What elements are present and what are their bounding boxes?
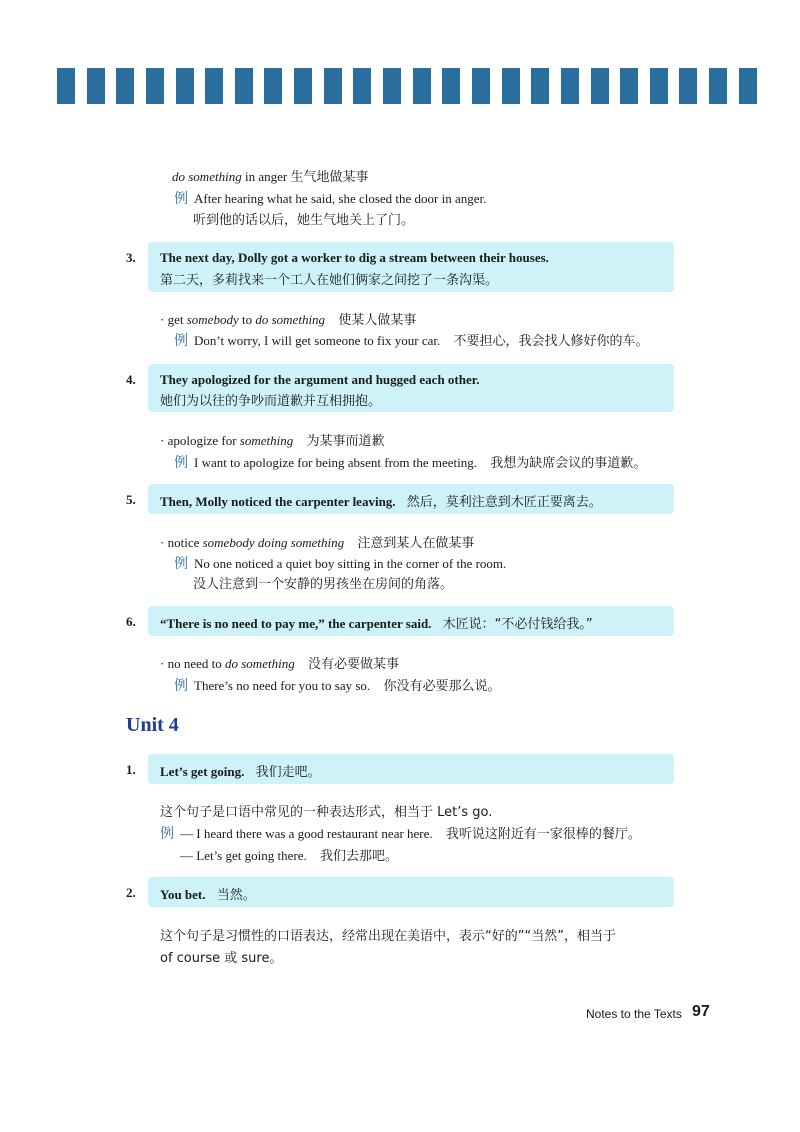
dialog-en: — Let’s get going there. — [180, 848, 307, 863]
phrase-italic: do something — [255, 312, 326, 327]
stripe — [146, 68, 164, 104]
dialog-cn: 我听说这附近有一家很棒的餐厅。 — [445, 827, 641, 842]
sentence-cn: 然后，莫利注意到木匠正要离去。 — [406, 495, 602, 510]
stripe — [205, 68, 223, 104]
example-cn: 听到他的话以后，她生气地关上了门。 — [193, 213, 415, 228]
example-en: No one noticed a quiet boy sitting in the corner of the room. — [194, 556, 507, 571]
example-line — [174, 675, 500, 695]
example-icon: 例 — [174, 455, 188, 471]
stripe — [502, 68, 520, 104]
phrase-line — [160, 532, 474, 551]
sentence-cn: 木匠说：“不必付钱给我。” — [442, 617, 593, 632]
stripe — [709, 68, 727, 104]
stripe — [176, 68, 194, 104]
sentence-en: “There is no need to pay me,” the carpenter said. — [160, 616, 432, 631]
note-text: 这个句子是习惯性的口语表达，经常出现在美语中，表示“好的”“当然”，相当于 — [160, 929, 616, 944]
phrase-italic: somebody — [186, 312, 239, 327]
sentence-en: Let’s get going. — [160, 764, 245, 779]
stripe — [650, 68, 668, 104]
example-icon: 例 — [174, 333, 188, 349]
footer-title: Notes to the Texts — [586, 1007, 682, 1021]
item-number: 1. — [126, 762, 136, 777]
example-cn: 我想为缺席会议的事道歉。 — [490, 456, 647, 471]
bullet: · — [160, 312, 165, 327]
page-number: 97 — [692, 1003, 710, 1020]
stripe — [87, 68, 105, 104]
phrase-cn: 没有必要做某事 — [307, 657, 399, 672]
sentence-cn: 她们为以往的争吵而道歉并互相拥抱。 — [160, 394, 382, 409]
phrase-line — [160, 309, 416, 328]
phrase-italic: somebody doing something — [202, 535, 345, 550]
example-icon: 例 — [160, 826, 174, 842]
item-number: 2. — [126, 885, 136, 900]
sentence-line — [160, 613, 593, 632]
bullet: · — [160, 535, 165, 550]
example-en: Don’t worry, I will get someone to fix your car. — [194, 333, 441, 348]
stripe — [472, 68, 490, 104]
example-en: After hearing what he said, she closed the door in anger. — [194, 191, 487, 206]
stripe — [442, 68, 460, 104]
phrase-italic: something — [239, 433, 294, 448]
example-en: There’s no need for you to say so. — [194, 678, 371, 693]
stripe — [324, 68, 342, 104]
note-text: 这个句子是口语中常见的一种表达形式，相当于 Let’s go. — [160, 805, 493, 820]
example-en: I want to apologize for being absent from the meeting. — [194, 455, 478, 470]
stripe — [620, 68, 638, 104]
stripe — [57, 68, 75, 104]
example-cn: 不要担心，我会找人修好你的车。 — [453, 334, 649, 349]
phrase-text: no need to — [167, 656, 225, 671]
stripe — [561, 68, 579, 104]
phrase-line — [160, 430, 385, 449]
stripe — [235, 68, 253, 104]
example-line — [160, 823, 641, 843]
dialog-en: — I heard there was a good restaurant near here. — [180, 826, 433, 841]
phrase-text: to — [238, 312, 256, 327]
phrase-line — [160, 653, 399, 672]
phrase-italic: do something — [172, 169, 242, 184]
phrase-italic: do something — [225, 656, 295, 671]
phrase-text: get — [167, 312, 187, 327]
example-icon: 例 — [174, 678, 188, 694]
item-number: 4. — [126, 372, 136, 387]
stripe — [353, 68, 371, 104]
sentence-en: Then, Molly noticed the carpenter leaving. — [160, 494, 396, 509]
example-line — [180, 845, 398, 864]
stripe — [294, 68, 312, 104]
sentence-en: They apologized for the argument and hugged each other. — [160, 372, 480, 387]
stripe — [679, 68, 697, 104]
sentence-cn: 第二天，多莉找来一个工人在她们俩家之间挖了一条沟渠。 — [160, 273, 499, 288]
stripe — [591, 68, 609, 104]
example-cn: 你没有必要那么说。 — [383, 679, 501, 694]
sentence-en: The next day, Dolly got a worker to dig a stream between their houses. — [160, 250, 549, 265]
stripe — [264, 68, 282, 104]
phrase-text: in anger — [241, 169, 288, 184]
stripe — [383, 68, 401, 104]
sentence-highlight — [148, 242, 674, 292]
example-line — [174, 188, 486, 208]
stripe — [739, 68, 757, 104]
sentence-highlight — [148, 364, 674, 412]
stripe — [116, 68, 134, 104]
phrase-cn: 为某事而道歉 — [306, 434, 385, 449]
example-icon: 例 — [174, 191, 188, 207]
header-stripe-bar — [57, 68, 757, 104]
sentence-highlight — [148, 606, 674, 636]
phrase-cn: 使某人做某事 — [338, 313, 417, 328]
sentence-highlight — [148, 754, 674, 784]
unit-title: Unit 4 — [126, 714, 179, 736]
sentence-line — [160, 491, 602, 510]
example-icon: 例 — [174, 556, 188, 572]
note-text: of course 或 sure。 — [160, 951, 283, 966]
sentence-line — [160, 761, 321, 780]
phrase-line — [172, 166, 368, 185]
example-line — [174, 330, 649, 350]
sentence-cn: 当然。 — [216, 888, 256, 903]
example-line — [174, 553, 506, 573]
phrase-text: apologize for — [167, 433, 240, 448]
phrase-text: notice — [167, 535, 203, 550]
example-cn: 没人注意到一个安静的男孩坐在房间的角落。 — [193, 577, 454, 592]
sentence-highlight — [148, 484, 674, 514]
stripe — [413, 68, 431, 104]
phrase-cn: 注意到某人在做某事 — [357, 536, 475, 551]
phrase-cn: 生气地做某事 — [290, 170, 369, 185]
sentence-highlight — [148, 877, 674, 907]
bullet: · — [160, 433, 165, 448]
example-line — [174, 452, 646, 472]
item-number: 6. — [126, 614, 136, 629]
item-number: 5. — [126, 492, 136, 507]
stripe — [531, 68, 549, 104]
sentence-en: You bet. — [160, 887, 206, 902]
dialog-cn: 我们去那吧。 — [319, 849, 398, 864]
sentence-line — [160, 884, 256, 903]
sentence-cn: 我们走吧。 — [255, 765, 321, 780]
item-number: 3. — [126, 250, 136, 265]
bullet: · — [160, 656, 165, 671]
